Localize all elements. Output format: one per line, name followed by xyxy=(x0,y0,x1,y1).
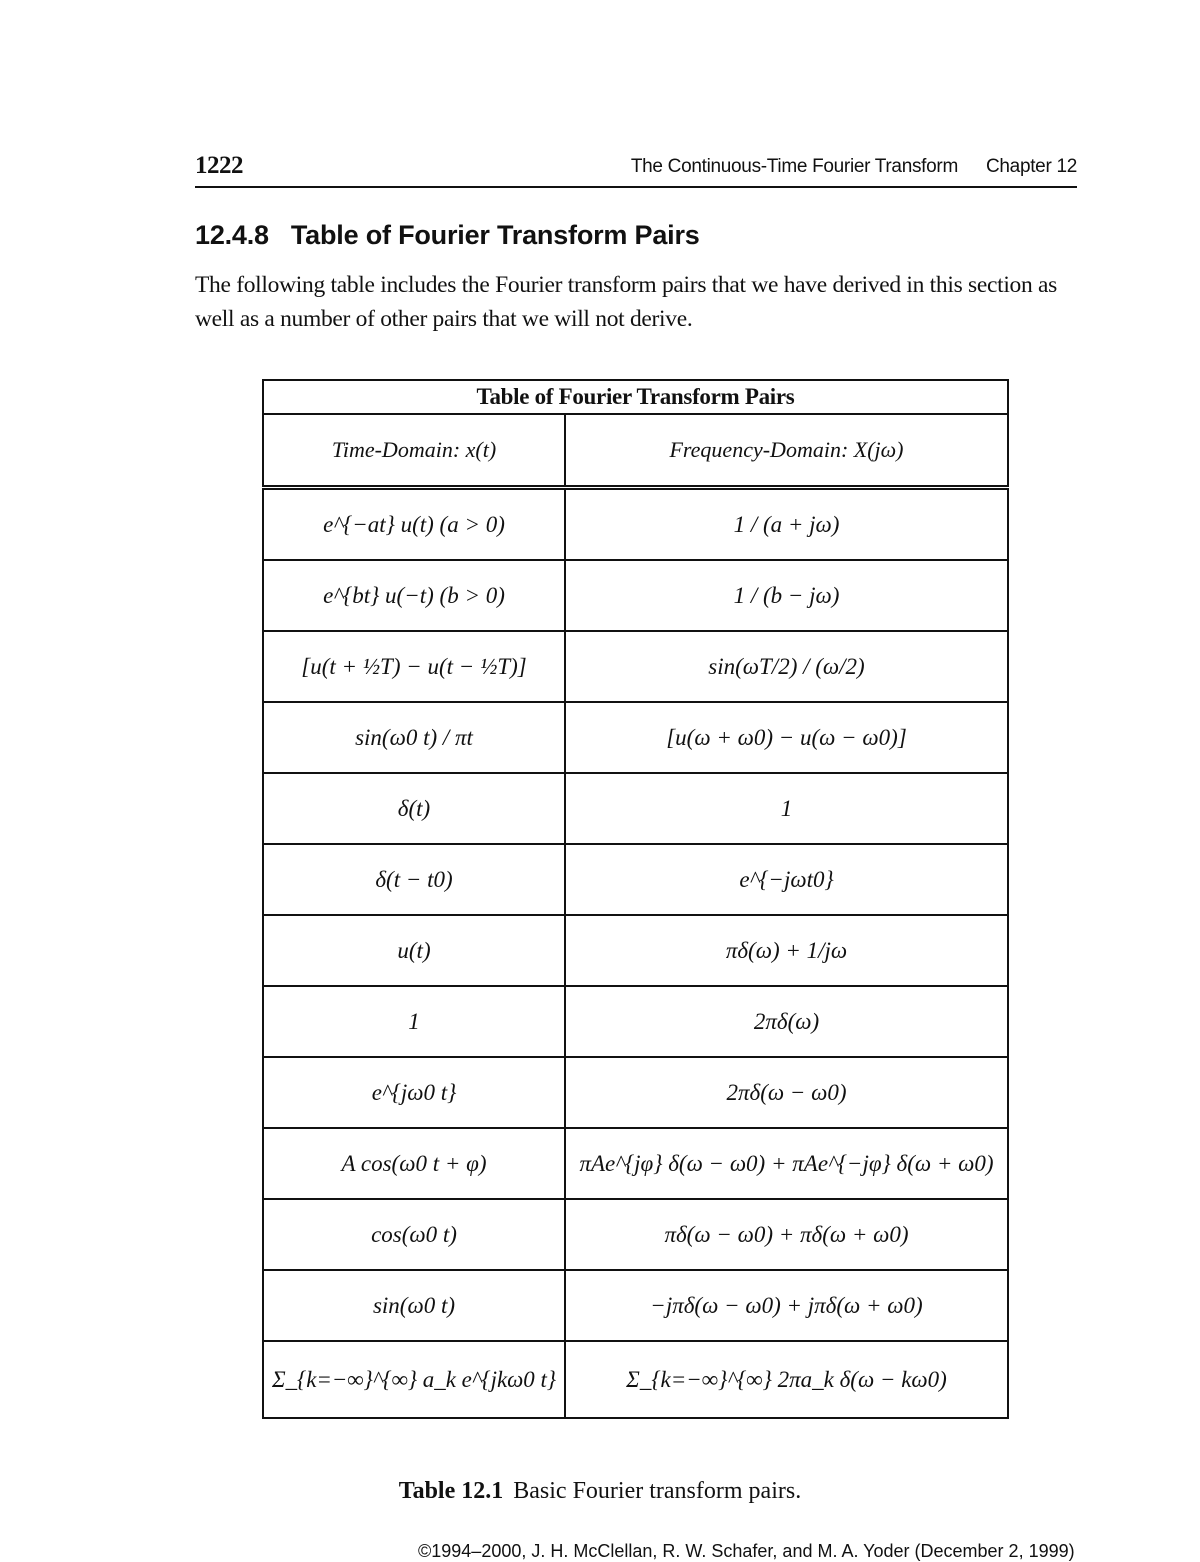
time-domain-cell xyxy=(263,915,565,986)
frequency-domain-cell xyxy=(565,844,1008,915)
frequency-domain-expression: 1 xyxy=(780,795,793,821)
running-title: The Continuous-Time Fourier Transform xyxy=(630,156,958,177)
frequency-domain-expression: 1 / (a + jω) xyxy=(733,511,840,537)
table-body xyxy=(263,488,1008,1419)
time-domain-expression: sin(ω0 t) xyxy=(372,1292,456,1318)
caption-label: Table 12.1 xyxy=(398,1478,504,1504)
time-domain-expression: [u(t + ½T) − u(t − ½T)] xyxy=(301,653,527,679)
frequency-domain-cell xyxy=(565,1341,1008,1418)
table-row xyxy=(263,1057,1008,1128)
frequency-domain-cell xyxy=(565,1199,1008,1270)
table-row xyxy=(263,1199,1008,1270)
frequency-domain-expression: e^{−jωt0} xyxy=(739,866,834,892)
table-row xyxy=(263,1270,1008,1341)
time-domain-expression: u(t) xyxy=(397,937,431,963)
frequency-domain-cell xyxy=(565,631,1008,702)
table-row xyxy=(263,702,1008,773)
frequency-domain-cell xyxy=(565,1057,1008,1128)
table-row xyxy=(263,560,1008,631)
running-title-group xyxy=(631,156,1077,178)
table-title: Table of Fourier Transform Pairs xyxy=(263,380,1008,414)
frequency-domain-expression: [u(ω + ω0) − u(ω − ω0)] xyxy=(666,724,907,750)
time-domain-cell xyxy=(263,1199,565,1270)
time-domain-cell xyxy=(263,986,565,1057)
time-domain-cell xyxy=(263,1128,565,1199)
table-row xyxy=(263,1341,1008,1418)
caption-text: Basic Fourier transform pairs. xyxy=(513,1478,802,1504)
frequency-domain-expression: 2πδ(ω − ω0) xyxy=(726,1079,847,1105)
time-domain-expression: δ(t − t0) xyxy=(375,866,453,892)
table-row xyxy=(263,773,1008,844)
running-header xyxy=(195,152,1077,188)
frequency-domain-cell xyxy=(565,560,1008,631)
section-heading xyxy=(195,220,700,251)
table-row xyxy=(263,488,1008,561)
table-row xyxy=(263,1128,1008,1199)
time-domain-expression: δ(t) xyxy=(397,795,431,821)
time-domain-expression: A cos(ω0 t + φ) xyxy=(341,1150,487,1176)
table-row xyxy=(263,631,1008,702)
time-domain-cell xyxy=(263,1270,565,1341)
frequency-domain-cell xyxy=(565,702,1008,773)
intro-paragraph: The following table includes the Fourier transform pairs that we have derived in this section as well as a number of other pairs that we will not derive. xyxy=(195,272,1057,332)
time-domain-expression: 1 xyxy=(408,1008,420,1034)
fourier-pairs-table xyxy=(262,379,1009,1419)
time-domain-expression: sin(ω0 t) / πt xyxy=(355,724,473,750)
time-domain-cell xyxy=(263,1057,565,1128)
table-row xyxy=(263,844,1008,915)
time-domain-cell xyxy=(263,844,565,915)
time-domain-expression: e^{jω0 t} xyxy=(371,1079,457,1105)
frequency-domain-cell xyxy=(565,1270,1008,1341)
copyright-footer: ©1994–2000, J. H. McClellan, R. W. Schafer, and M. A. Yoder (December 2, 1999) xyxy=(418,1541,1075,1561)
frequency-domain-expression: 2πδ(ω) xyxy=(753,1008,820,1034)
frequency-domain-expression: −jπδ(ω − ω0) + jπδ(ω + ω0) xyxy=(650,1292,923,1318)
time-domain-expression: e^{−at} u(t) (a > 0) xyxy=(323,511,505,537)
frequency-domain-expression: sin(ωT/2) / (ω/2) xyxy=(708,653,865,679)
time-domain-cell xyxy=(263,560,565,631)
frequency-domain-cell xyxy=(565,915,1008,986)
time-domain-expression: Σ_{k=−∞}^{∞} a_k e^{jkω0 t} xyxy=(271,1366,557,1392)
page-number: 1222 xyxy=(195,152,243,179)
table-row xyxy=(263,915,1008,986)
chapter-label: Chapter 12 xyxy=(985,156,1077,177)
table-row xyxy=(263,986,1008,1057)
column-header-frequency: Frequency-Domain: X(jω) xyxy=(565,414,1008,488)
table-caption xyxy=(0,1478,1200,1505)
frequency-domain-expression: Σ_{k=−∞}^{∞} 2πa_k δ(ω − kω0) xyxy=(626,1366,947,1392)
frequency-domain-expression: πδ(ω) + 1/jω xyxy=(725,937,848,963)
frequency-domain-expression: πδ(ω − ω0) + πδ(ω + ω0) xyxy=(664,1221,909,1247)
time-domain-expression: e^{bt} u(−t) (b > 0) xyxy=(323,582,505,608)
time-domain-cell xyxy=(263,702,565,773)
time-domain-cell xyxy=(263,1341,565,1418)
section-number: 12.4.8 xyxy=(195,220,269,250)
time-domain-cell xyxy=(263,773,565,844)
frequency-domain-cell xyxy=(565,986,1008,1057)
frequency-domain-cell xyxy=(565,488,1008,561)
frequency-domain-cell xyxy=(565,773,1008,844)
time-domain-cell xyxy=(263,631,565,702)
frequency-domain-expression: 1 / (b − jω) xyxy=(733,582,840,608)
column-header-time: Time-Domain: x(t) xyxy=(263,414,565,488)
frequency-domain-expression: πAe^{jφ} δ(ω − ω0) + πAe^{−jφ} δ(ω + ω0) xyxy=(579,1150,994,1176)
section-title: Table of Fourier Transform Pairs xyxy=(290,220,700,250)
time-domain-expression: cos(ω0 t) xyxy=(371,1221,457,1247)
time-domain-cell xyxy=(263,488,565,561)
frequency-domain-cell xyxy=(565,1128,1008,1199)
